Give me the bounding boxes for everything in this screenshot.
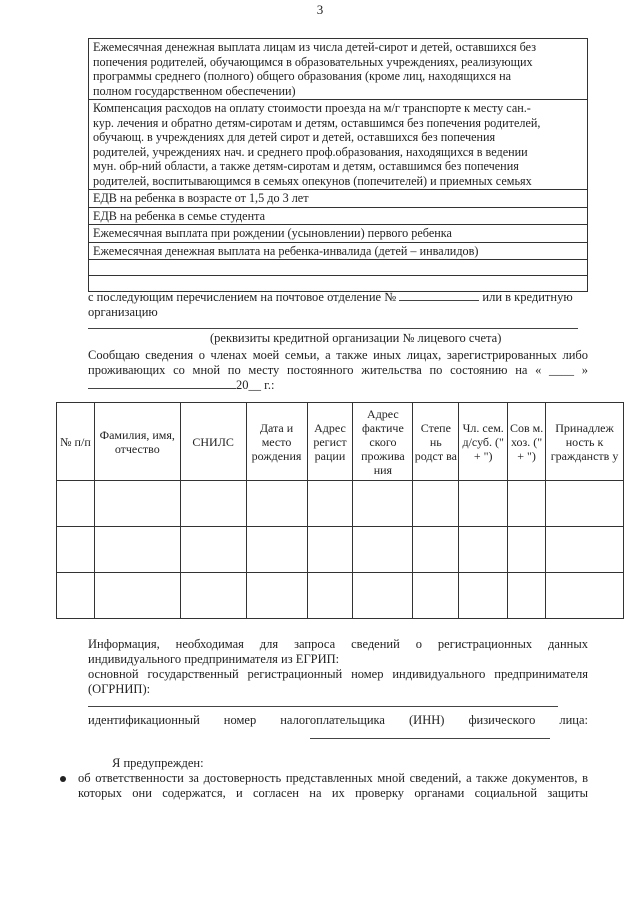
egrip-text: Информация, необходимая для запроса сведений о регистрационных данных [88,637,588,651]
table-cell[interactable] [413,527,459,573]
egrip-text: (ОГРНИП): [88,682,151,696]
benefit-row-5[interactable] [89,225,588,243]
benefit-text: ЕДВ на ребенка в семье студента [93,208,265,223]
col-header-number: № п/п [57,403,95,481]
table-cell[interactable] [246,573,307,619]
benefit-text: кур. лечения и обратно детям-сиротам и детям, оставшимся без попечения родителей, [93,115,541,130]
egrip-text: основной государственный регистрационный номер индивидуального предпринимателя [88,667,588,681]
family-members-table [56,402,624,619]
table-cell[interactable] [94,527,180,573]
benefit-text: программы среднего (полного) общего образования (кроме лиц, находящихся на [93,69,512,83]
page-number: 3 [316,2,324,17]
warning-text: об ответственности за достоверность представленных мной сведений, а также документов, в [78,771,588,785]
egrip-text: индивидуального предпринимателя из ЕГРИП: [88,652,340,666]
transfer-text: или в кредитную [482,290,573,304]
benefit-text: ЕДВ на ребенка в возрасте от 1,5 до 3 лет [93,191,309,205]
benefit-row-6[interactable] [89,242,588,260]
inn-field[interactable] [310,738,550,739]
benefit-text: мун. обр-ний области, а также детям-сиротам и детям, оставшимся без попечения [93,159,519,173]
table-cell[interactable] [57,527,95,573]
table-cell[interactable] [180,481,246,527]
bank-details-caption: (реквизиты кредитной организации № лицевого счета) [210,331,502,345]
col-header-reg-address: Адрес регист рации [307,403,353,481]
family-intro-text: проживающих со мной по месту постоянного жительства по состоянию на « ____ » [88,363,588,377]
benefit-text: обучающ. в учреждениях для детей сирот и детей, оставшихся без попечения [93,130,496,144]
year-field[interactable] [88,388,236,389]
benefit-text: попечения родителей, обучающимся в образовательных учреждениях, реализующих [93,54,533,69]
table-row [57,481,624,527]
table-cell[interactable] [94,481,180,527]
table-cell[interactable] [180,527,246,573]
col-header-joint-household: Сов м. хоз. (" + ") [508,403,546,481]
table-cell[interactable] [413,481,459,527]
table-row [57,527,624,573]
transfer-text: с последующим перечислением на почтовое отделение № [88,290,397,304]
table-cell[interactable] [508,527,546,573]
benefit-text: родителей, учреждениях нач. и среднего проф.образования, находящихся в ведении [93,144,528,159]
table-cell[interactable] [246,527,307,573]
benefits-table [88,38,588,292]
table-cell[interactable] [180,573,246,619]
table-cell[interactable] [353,573,413,619]
table-cell[interactable] [307,573,353,619]
table-row [57,573,624,619]
bullet-icon [60,776,66,782]
table-cell[interactable] [508,481,546,527]
col-header-name: Фамилия, имя, отчество [94,403,180,481]
benefit-row-3[interactable] [89,190,588,208]
col-header-snils: СНИЛС [180,403,246,481]
col-header-family-member: Чл. сем. д/суб. (" + ") [459,403,508,481]
benefit-row-4[interactable] [89,207,588,225]
benefit-text: Ежемесячная денежная выплата лицам из числа детей-сирот и детей, оставшихся без [93,40,537,54]
family-intro-text: Сообщаю сведения о членах моей семьи, а также иных лицах, зарегистрированных либо [88,348,588,362]
table-cell[interactable] [57,573,95,619]
table-cell[interactable] [459,573,508,619]
benefit-text: Компенсация расходов на оплату стоимости проезда на м/г транспорте к месту сан.- [93,101,531,115]
benefit-text: полном государственном обеспечении) [93,83,296,98]
table-cell[interactable] [246,481,307,527]
family-date-line [88,378,274,393]
warning-title: Я предупрежден: [112,756,204,770]
col-header-birth: Дата и место рождения [246,403,307,481]
benefit-text: Ежемесячная выплата при рождении (усыновлении) первого ребенка [93,226,452,240]
table-cell[interactable] [459,481,508,527]
col-header-citizenship: Принадлеж ность к гражданств у [546,403,624,481]
post-office-field[interactable] [399,300,479,301]
table-cell[interactable] [353,527,413,573]
benefit-row-blank[interactable] [89,260,588,276]
bank-details-field[interactable] [88,328,578,329]
col-header-relation: Степе нь родст ва [413,403,459,481]
family-intro-text: 20__ г.: [236,378,275,392]
inn-label: идентификационный номер налогоплательщика (ИНН) физического лица: [88,713,588,727]
warning-text: которых они содержатся, и согласен на их проверку органами социальной защиты [78,786,588,800]
table-cell[interactable] [508,573,546,619]
transfer-line [88,290,588,305]
benefit-text: родителей, воспитывающимся в семьях опекунов (попечителей) и приемных семьях [93,173,532,188]
col-header-actual-address: Адрес фактиче ского прожива ния [353,403,413,481]
table-cell[interactable] [459,527,508,573]
benefit-text: Ежемесячная денежная выплата на ребенка-инвалида (детей – инвалидов) [93,243,479,258]
organization-label: организацию [88,305,158,319]
table-cell[interactable] [94,573,180,619]
benefit-row-2[interactable] [89,100,588,190]
table-cell[interactable] [413,573,459,619]
ogrnip-field[interactable] [88,706,558,707]
table-cell[interactable] [307,527,353,573]
table-cell[interactable] [546,481,624,527]
table-cell[interactable] [546,573,624,619]
table-cell[interactable] [57,481,95,527]
table-cell[interactable] [307,481,353,527]
benefit-row-1[interactable] [89,39,588,100]
table-cell[interactable] [353,481,413,527]
table-cell[interactable] [546,527,624,573]
